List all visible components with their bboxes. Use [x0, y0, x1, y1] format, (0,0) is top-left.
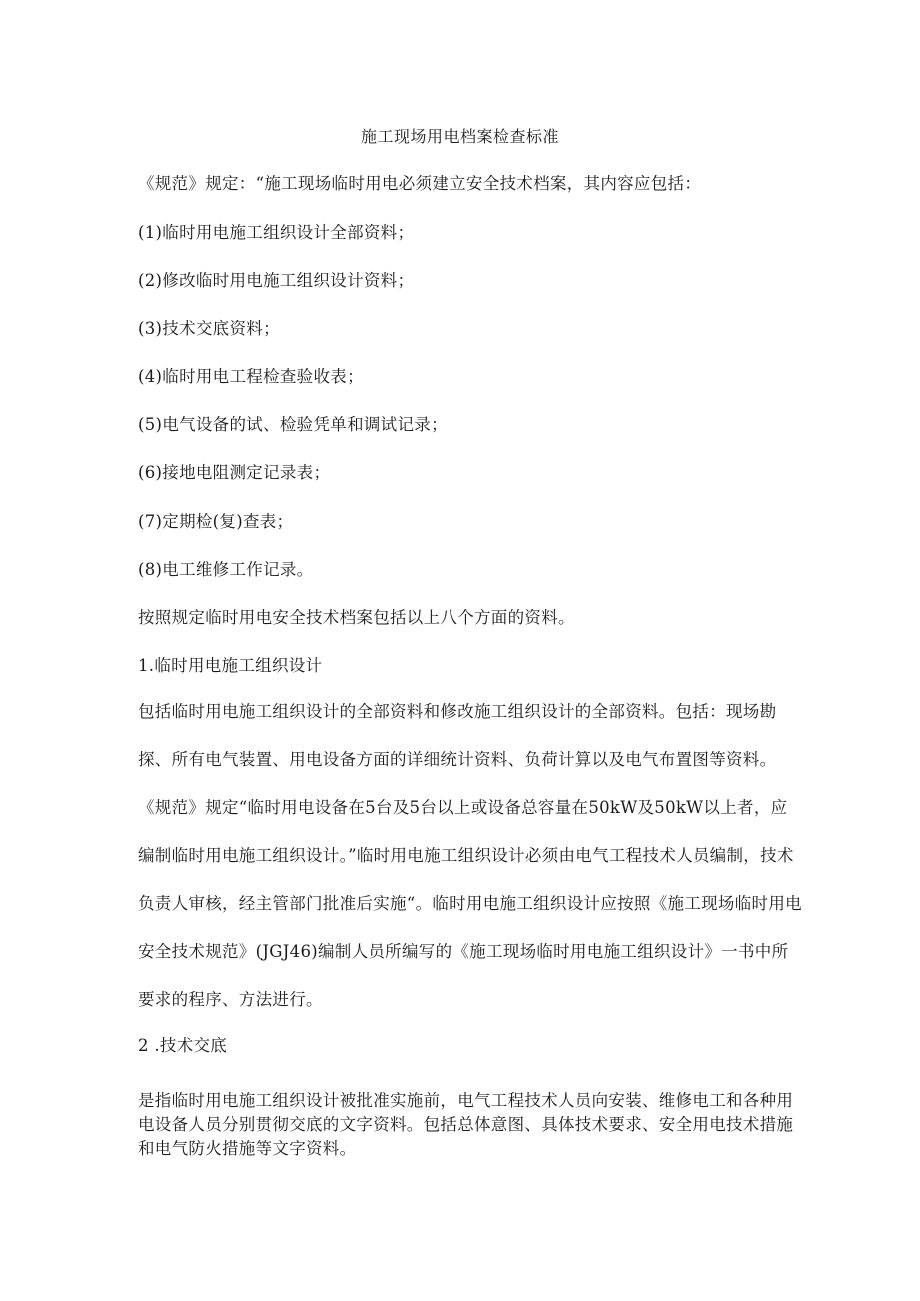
summary-line: 按照规定临时用电安全技术档案包括以上八个方面的资料。 — [138, 608, 575, 627]
section-1-heading: 1.临时用电施工组织设计 — [138, 656, 323, 675]
section-1-paragraph-2: 《规范》规定“临时用电设备在5台及5台以上或设备总容量在50kW及50kW以上者，应编制临时用电施工组织设计。”临时用电施工组织设计必须由电气工程技术人员编制，技术负责人审核，经主管部门批准后实施“。临时用电施工组织设计应按照《施工现场临时用电安全技术规范》(JGJ46)编制人员所编写的《施工现场临时用电施工组织设计》一书中所要求的程序、方法进行。 — [138, 798, 802, 1009]
list-item: (5)电气设备的试、检验凭单和调试记录； — [138, 415, 448, 434]
list-item: (7)定期检(复)查表； — [138, 512, 294, 531]
document-title: 施工现场用电档案检查标准 — [360, 127, 559, 146]
list-item: (3)技术交底资料； — [138, 319, 280, 338]
section-2-paragraph: 是指临时用电施工组织设计被批准实施前，电气工程技术人员向安装、维修电工和各种用电设备人员分别贯彻交底的文字资料。包括总体意图、具体技术要求、安全用电技术措施和电气防火措施等文字资料。 — [138, 1091, 794, 1158]
list-item: (8)电工维修工作记录。 — [138, 560, 314, 579]
intro-line: 《规范》规定：“施工现场临时用电必须建立安全技术档案，其内容应包括： — [138, 174, 702, 193]
section-1-paragraph-1: 包括临时用电施工组织设计的全部资料和修改施工组织设计的全部资料。包括：现场勘探、所有电气装置、用电设备方面的详细统计资料、负荷计算以及电气布置图等资料。 — [138, 702, 777, 769]
list-item: (6)接地电阻测定记录表； — [138, 463, 331, 482]
list-item: (4)临时用电工程检查验收表； — [138, 367, 364, 386]
list-item: (1)临时用电施工组织设计全部资料； — [138, 223, 415, 242]
section-2-heading: 2 .技术交底 — [138, 1036, 228, 1055]
list-item: (2)修改临时用电施工组织设计资料； — [138, 271, 415, 290]
